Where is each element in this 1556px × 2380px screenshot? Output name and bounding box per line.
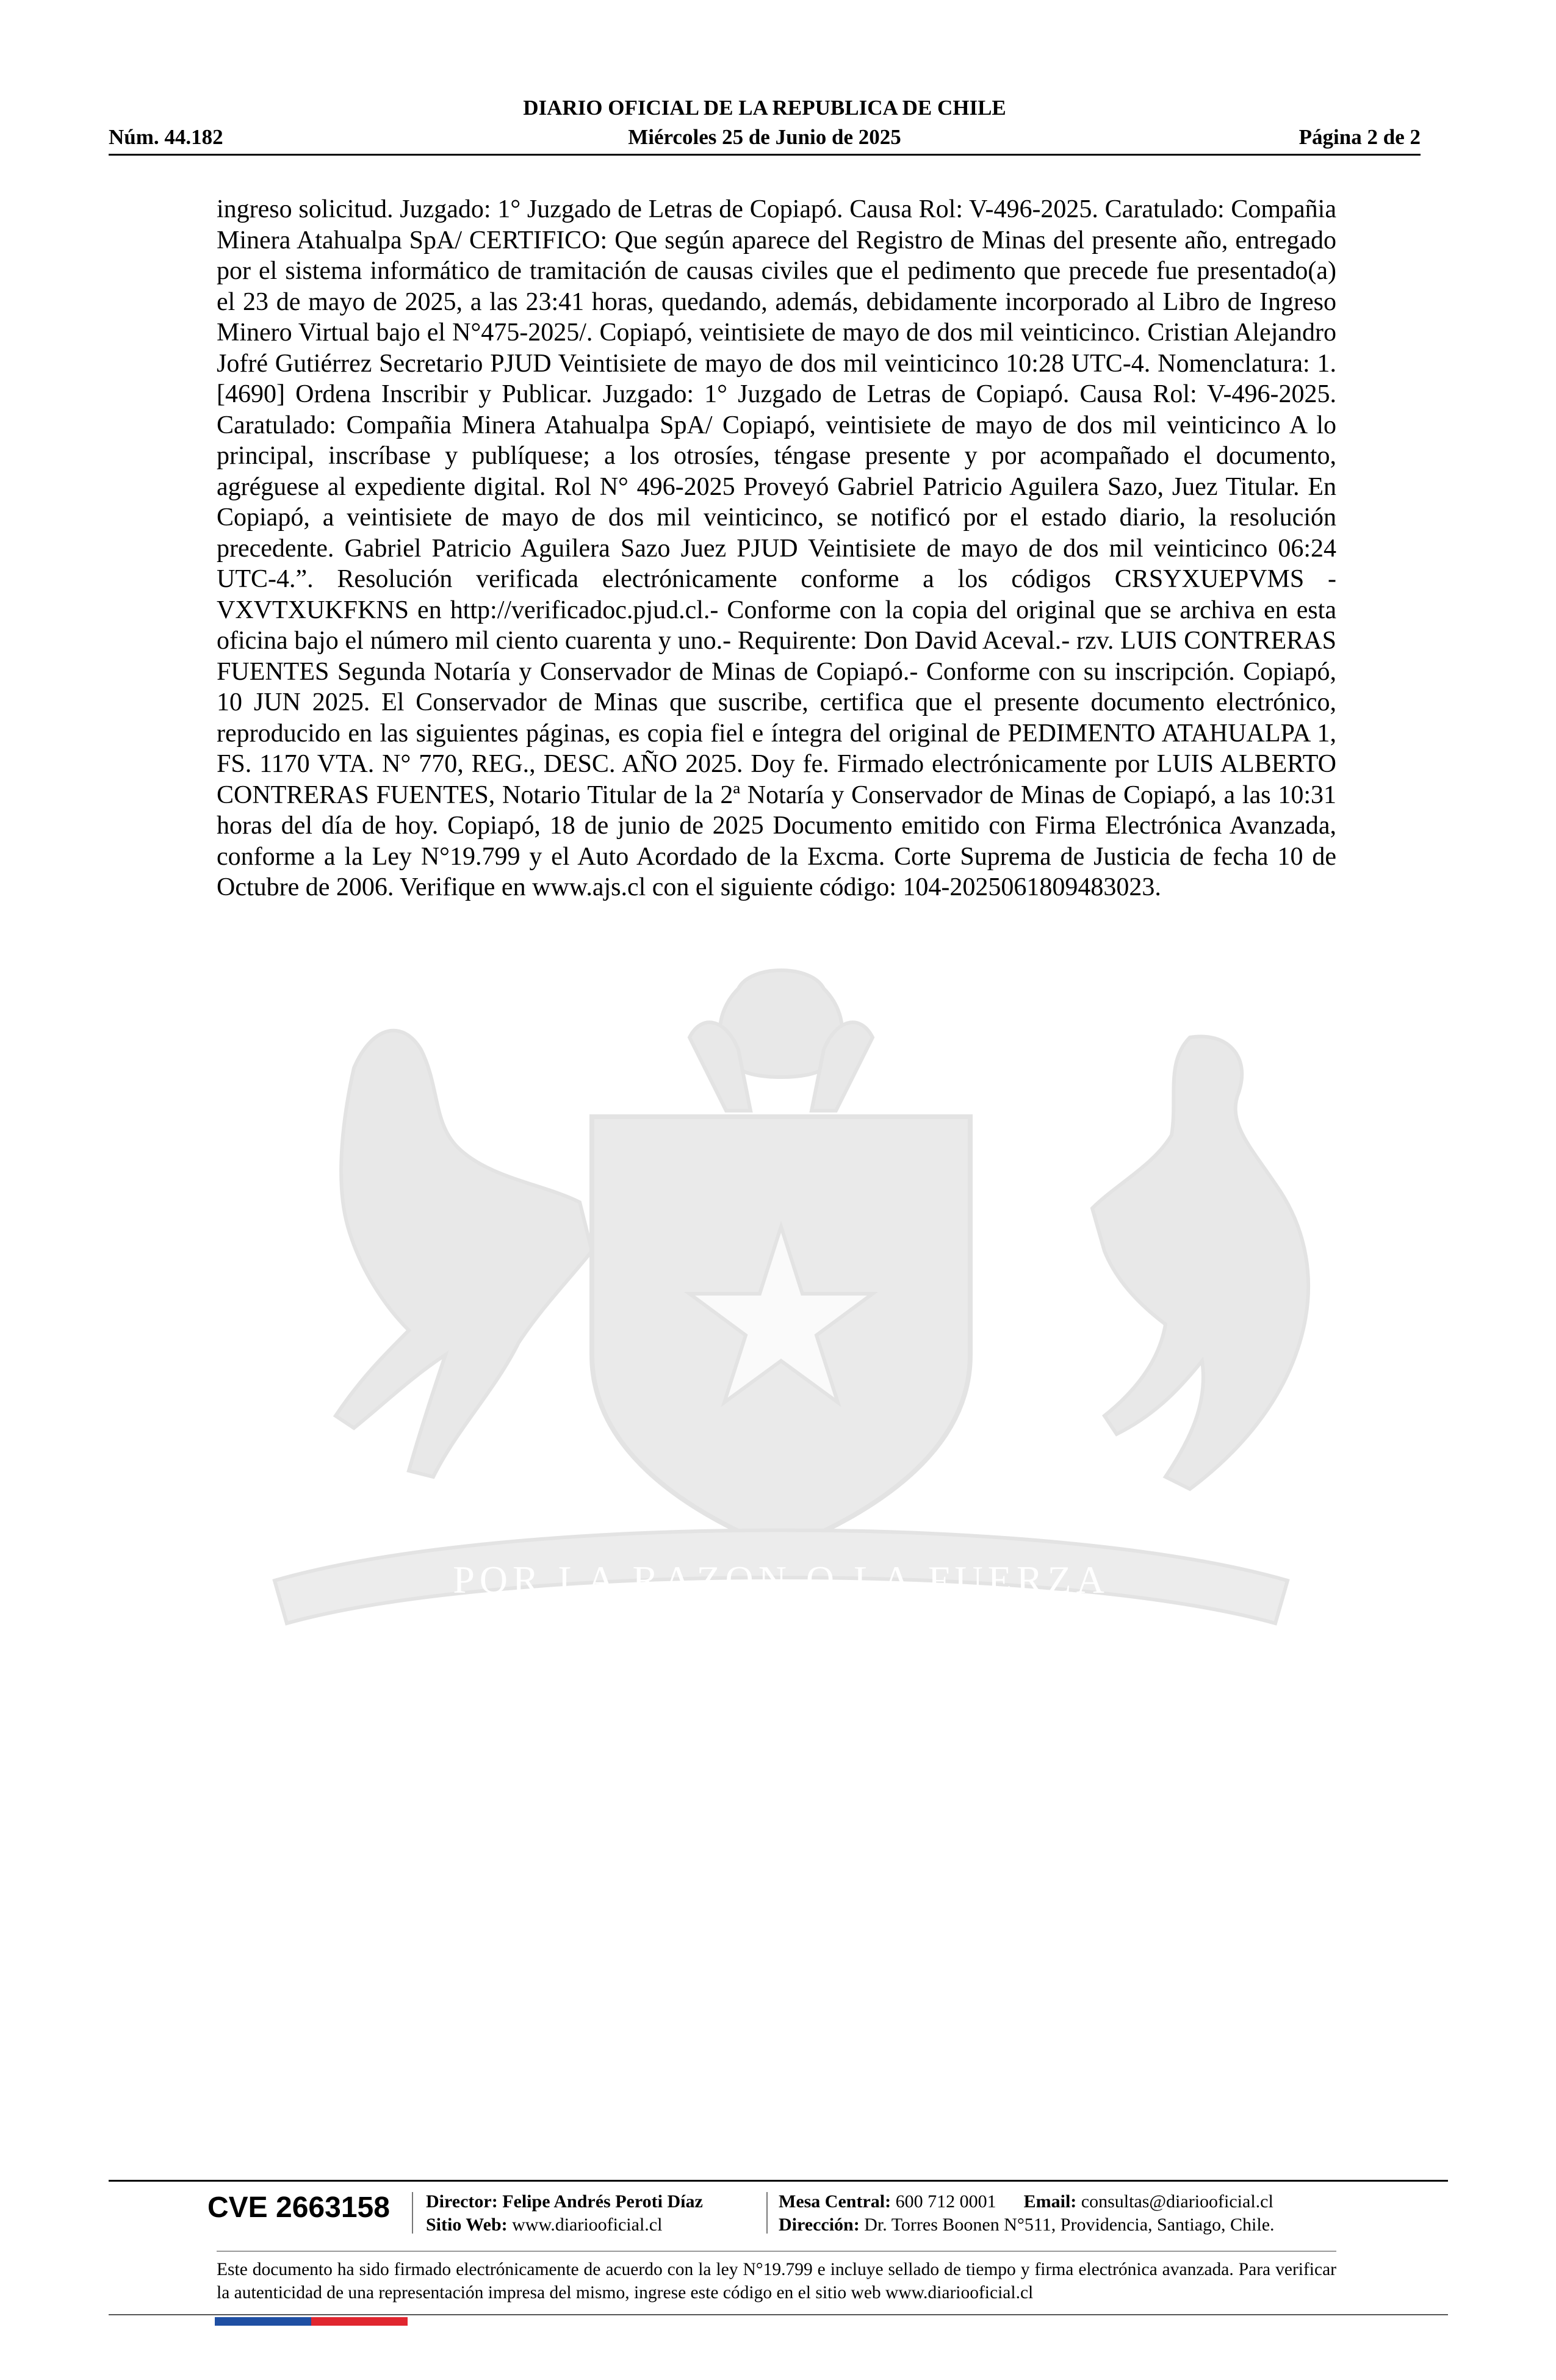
- website-link[interactable]: www.diariooficial.cl: [512, 2215, 663, 2235]
- website-line: [426, 2213, 703, 2237]
- phone-number: 600 712 0001: [895, 2191, 996, 2212]
- footer-legal-note: Este documento ha sido firmado electrónicamente de acuerdo con la ley N°19.799 e incluye sellado de tiempo y firma electrónica avanzada. Para verificar la autenticidad de una representación impresa del mismo, ingrese este código en el sitio web www.diariooficial.cl: [217, 2260, 1336, 2302]
- contact-line: [779, 2190, 1275, 2213]
- footer-director-block: [426, 2190, 703, 2237]
- address-text: Dr. Torres Boonen N°511, Providencia, Santiago, Chile.: [864, 2215, 1275, 2235]
- motto-text: POR LA RAZON O LA FUERZA: [453, 1558, 1109, 1601]
- director-name: Felipe Andrés Peroti Díaz: [502, 2191, 703, 2212]
- coat-of-arms-watermark: [201, 964, 1361, 1648]
- footer-divider-top: [109, 2180, 1448, 2182]
- phone-label: Mesa Central:: [779, 2191, 891, 2212]
- cve-code: CVE 2663158: [207, 2191, 390, 2224]
- footer-divider-middle: [217, 2251, 1336, 2252]
- address-label: Dirección:: [779, 2215, 860, 2235]
- footer-contact-block: [779, 2190, 1275, 2237]
- director-line: [426, 2190, 703, 2213]
- issue-number: Núm. 44.182: [109, 125, 223, 149]
- email-label: Email:: [1023, 2191, 1077, 2212]
- header-divider: [109, 154, 1421, 156]
- publication-title: DIARIO OFICIAL DE LA REPUBLICA DE CHILE: [523, 96, 1006, 120]
- website-label: Sitio Web:: [426, 2215, 508, 2235]
- flag-stripe-blue: [215, 2317, 311, 2326]
- document-body-text: ingreso solicitud. Juzgado: 1° Juzgado de Letras de Copiapó. Causa Rol: V-496-2025. Caratulado: Compañia Minera Atahualpa SpA/ CERTIFICO: Que según aparece del Registro de Minas del presente año, entregado por el sistema informático de tramitación de causas civiles que el pedimento que precede fue presentado(a) el 23 de mayo de 2025, a las 23:41 horas, quedando, además, debidamente incorporado al Libro de Ingreso Minero Virtual bajo el N°475-2025/. Copiapó, veintisiete de mayo de dos mil veinticinco. Cristian Alejandro Jofré Gutiérrez Secretario PJUD Veintisiete de mayo de dos mil veinticinco 10:28 UTC-4. Nomenclatura: 1. [4690] Ordena Inscribir y Publicar. Juzgado: 1° Juzgado de Letras de Copiapó. Causa Rol: V-496-2025. Caratulado: Compañia Minera Atahualpa SpA/ Copiapó, veintisiete de mayo de dos mil veinticinco A lo principal, inscríbase y publíquese; a los otrosíes, téngase presente y por acompañado el documento, agréguese al expediente digital. Rol N° 496-2025 Proveyó Gabriel Patricio Aguilera Sazo, Juez Titular. En Copiapó, a veintisiete de mayo de dos mil veinticinco, se notificó por el estado diario, la resolución precedente. Gabriel Patricio Aguilera Sazo Juez PJUD Veintisiete de mayo de dos mil veinticinco 06:24 UTC-4.”. Resolución verificada electrónicamente conforme a los códigos CRSYXUEPVMS - VXVTXUKFKNS en http://verificadoc.pjud.cl.- Conforme con la copia del original que se archiva en esta oficina bajo el número mil ciento cuarenta y uno.- Requirente: Don David Aceval.- rzv. LUIS CONTRERAS FUENTES Segunda Notaría y Conservador de Minas de Copiapó.- Conforme con su inscripción. Copiapó, 10 JUN 2025. El Conservador de Minas que suscribe, certifica que el presente documento electrónico, reproducido en las siguientes páginas, es copia fiel e íntegra del original de PEDIMENTO ATAHUALPA 1, FS. 1170 VTA. N° 770, REG., DESC. AÑO 2025. Doy fe. Firmado electrónicamente por LUIS ALBERTO CONTRERAS FUENTES, Notario Titular de la 2ª Notaría y Conservador de Minas de Copiapó, a las 10:31 horas del día de hoy. Copiapó, 18 de junio de 2025 Documento emitido con Firma Electrónica Avanzada, conforme a la Ley N°19.799 y el Auto Acordado de la Excma. Corte Suprema de Justicia de fecha 10 de Octubre de 2006. Verifique en www.ajs.cl con el siguiente código: 104-2025061809483023.: [217, 195, 1336, 901]
- email-address[interactable]: consultas@diariooficial.cl: [1081, 2191, 1273, 2212]
- flag-stripe-red: [311, 2317, 408, 2326]
- director-label: Director:: [426, 2191, 498, 2212]
- footer-separator-1: [412, 2192, 413, 2234]
- address-line: [779, 2213, 1275, 2237]
- page-header: [109, 93, 1421, 154]
- footer-divider-bottom: [109, 2314, 1448, 2315]
- page-number: Página 2 de 2: [1298, 125, 1421, 149]
- footer-separator-2: [766, 2192, 768, 2234]
- issue-date: Miércoles 25 de Junio de 2025: [628, 125, 901, 149]
